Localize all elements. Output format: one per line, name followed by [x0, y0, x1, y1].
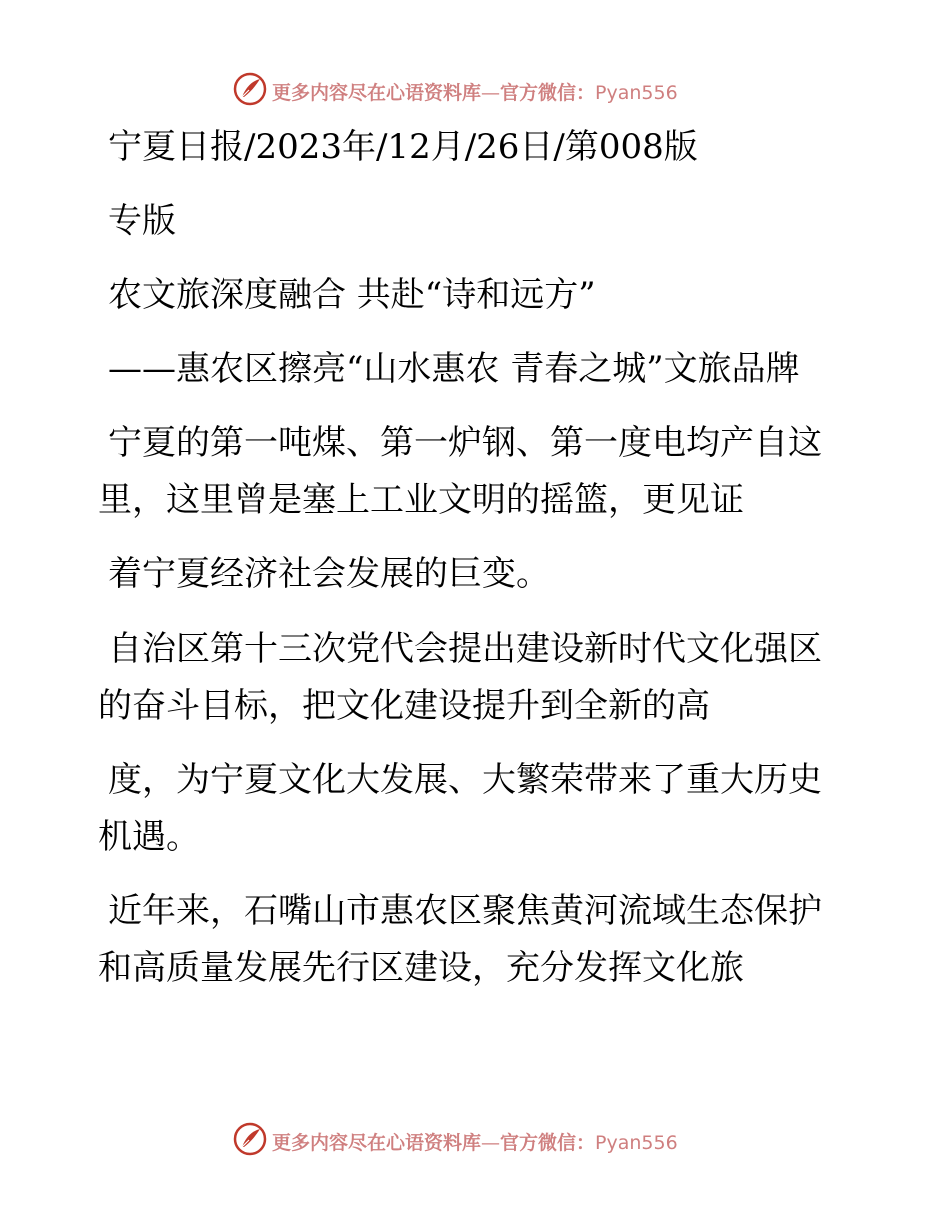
body-line: 机遇。	[98, 817, 200, 857]
watermark-wechat-label: 官方微信：	[500, 82, 596, 104]
section-label: 专版	[108, 201, 176, 241]
watermark-wechat-label: 官方微信：	[500, 1132, 596, 1154]
feather-pen-logo-icon	[233, 72, 267, 106]
body-line: 度，为宁夏文化大发展、大繁荣带来了重大历史	[108, 760, 822, 800]
body-line: 里，这里曾是塞上工业文明的摇篮，更见证	[98, 480, 744, 520]
watermark-banner-top	[0, 70, 950, 110]
watermark-text	[272, 78, 678, 105]
watermark-separator: —	[481, 82, 501, 104]
source-line: 宁夏日报/2023年/12月/26日/第008版	[108, 127, 698, 167]
headline: 农文旅深度融合 共赴“诗和远方”	[108, 275, 596, 315]
body-line: 自治区第十三次党代会提出建设新时代文化强区	[108, 629, 822, 669]
watermark-site-text: 更多内容尽在心语资料库	[272, 1132, 482, 1154]
body-line: 的奋斗目标，把文化建设提升到全新的高	[98, 686, 710, 726]
body-line: 着宁夏经济社会发展的巨变。	[108, 554, 550, 594]
body-line: 近年来，石嘴山市惠农区聚焦黄河流域生态保护	[108, 891, 822, 931]
watermark-text	[272, 1128, 678, 1155]
watermark-wechat-id: Pyan556	[595, 1132, 678, 1154]
watermark-wechat-id: Pyan556	[595, 82, 678, 104]
watermark-site-text: 更多内容尽在心语资料库	[272, 82, 482, 104]
watermark-separator: —	[481, 1132, 501, 1154]
body-line: 和高质量发展先行区建设，充分发挥文化旅	[98, 948, 744, 988]
body-line: 宁夏的第一吨煤、第一炉钢、第一度电均产自这	[108, 423, 822, 463]
watermark-banner-bottom	[0, 1120, 950, 1160]
feather-pen-logo-icon	[233, 1122, 267, 1156]
subheadline: ——惠农区擦亮“山水惠农 青春之城”文旅品牌	[108, 349, 800, 389]
